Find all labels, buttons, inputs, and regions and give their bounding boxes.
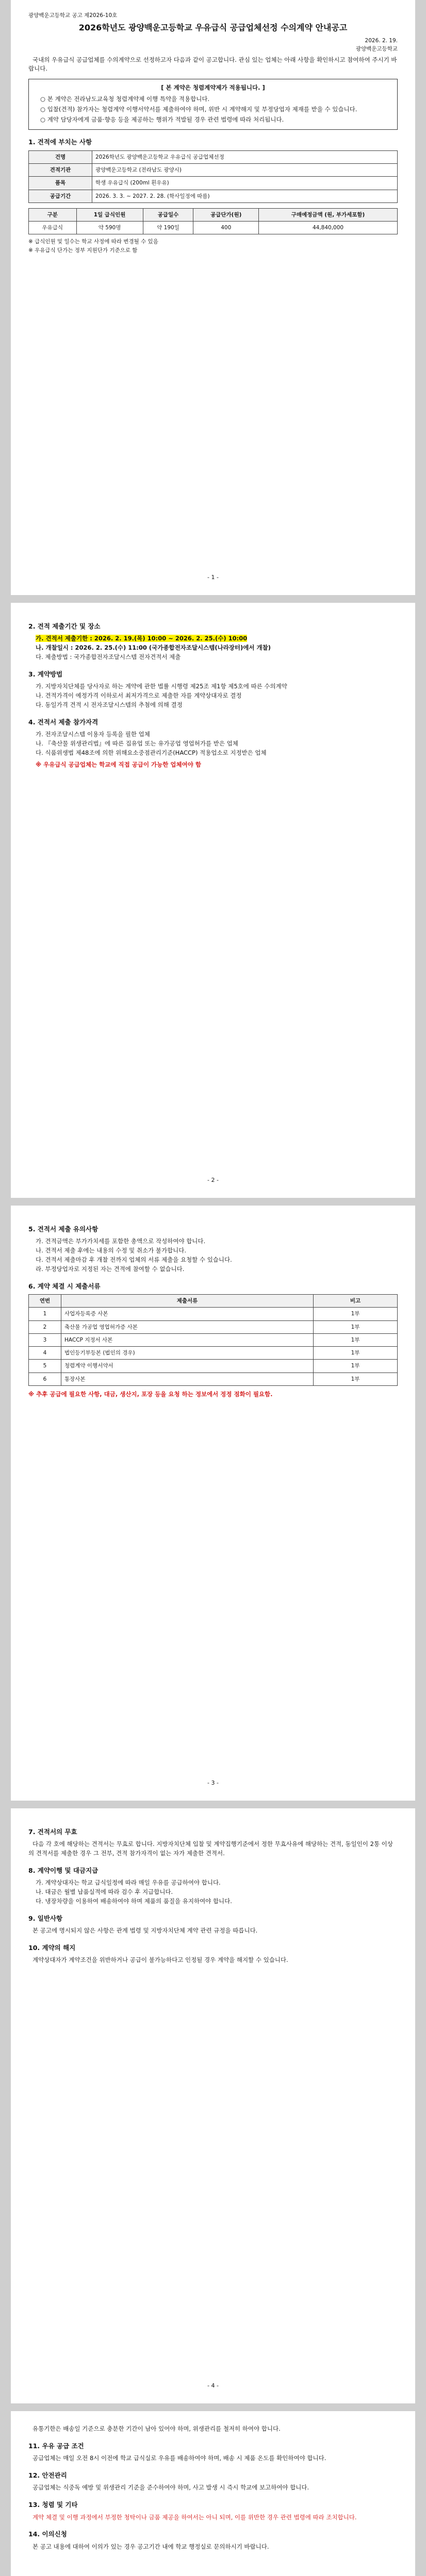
table-cell: 1부 [314, 1372, 398, 1385]
note: ※ 우유급식 단가는 정부 지원단가 기준으로 함 [28, 247, 138, 253]
qualification-item: 가. 전자조달시스템 이용자 등록을 필한 업체 [36, 731, 150, 738]
table-cell: 1부 [314, 1360, 398, 1372]
contract-method-item: 나. 견적가격이 예정가격 이하로서 최저가격으로 제출한 자를 계약상대자로 결정 [36, 692, 242, 699]
table-header: 견적기관 [29, 164, 92, 177]
anti-corruption-item: ○ 입찰(견적) 참가자는 청렴계약 이행서약서를 제출하여야 하며, 위반 시 계약해지 및 부정당업자 제재를 받을 수 있습니다. [40, 105, 357, 113]
table-header: 구매예정금액 (원, 부가세포함) [259, 208, 398, 221]
table-row [29, 1333, 398, 1346]
table-row [29, 1347, 398, 1360]
anti-corruption-item: ○ 계약 담당자에게 금품·향응 등을 제공하는 행위가 적발될 경우 관련 법령에 따라 처리됩니다. [40, 115, 284, 123]
section-14-text: 본 공고 내용에 대하여 이의가 있는 경우 공고기간 내에 학교 행정실로 문의하시기 바랍니다. [32, 2543, 269, 2550]
table-header: 비고 [314, 1295, 398, 1308]
anti-corruption-title: [ 본 계약은 청렴계약제가 적용됩니다. ] [161, 84, 265, 92]
payment-item: 가. 계약상대자는 학교 급식일정에 따라 매일 우유를 공급하여야 합니다. [36, 1879, 221, 1887]
table-cell: 1부 [314, 1320, 398, 1333]
document-page-3 [11, 1206, 415, 1801]
section-7-heading: 7. 견적서의 무효 [28, 1828, 77, 1836]
section-13-text: 계약 체결 및 이행 과정에서 부정한 청탁이나 금품 제공을 하여서는 아니 되며, 이를 위반한 경우 관련 법령에 따라 조치합니다. [32, 2513, 357, 2521]
table-row [29, 150, 398, 163]
table-row [29, 164, 398, 177]
submission-method: 다. 제출방법 : 국가종합전자조달시스템 전자견적서 제출 [36, 653, 181, 660]
notice-date: 2026. 2. 19. [365, 38, 398, 44]
table-header: 제출서류 [61, 1295, 314, 1308]
table-cell: 44,840,000 [259, 222, 398, 234]
section-9-text: 본 공고에 명시되지 않은 사항은 관계 법령 및 지방자치단체 계약 관련 규정을 따릅니다. [32, 1927, 258, 1935]
page-number: - 4 - [207, 2382, 219, 2389]
table-cell: 학생 우유급식 (200ml 흰우유) [92, 177, 398, 190]
table-cell: 축산물 가공업 영업허가증 사본 [61, 1320, 314, 1333]
table-cell: 2026. 3. 3. ~ 2027. 2. 28. (학사일정에 따름) [92, 190, 398, 202]
opening-date: 나. 개찰일시 : 2026. 2. 25.(수) 11:00 (국가종합전자조달시스템(나라장터)에서 개찰) [36, 644, 271, 652]
table-header-row [29, 1295, 398, 1308]
section-3-heading: 3. 계약방법 [28, 670, 63, 678]
qualification-item: 나. 『축산물 위생관리법』에 따른 집유업 또는 유가공업 영업허가를 받은 업체 [36, 739, 238, 747]
issuing-school: 광양백운고등학교 [355, 46, 398, 53]
table-cell: 2 [29, 1320, 61, 1333]
red-note: ※ 추후 공급에 필요한 사항, 대금, 생산지, 포장 등을 요청 하는 정보에서 정정 점화이 필요함. [28, 1390, 273, 1398]
table-header-row [29, 208, 398, 221]
table-header: 구분 [29, 208, 77, 221]
page-number: - 1 - [207, 573, 219, 581]
section-10-text: 계약상대자가 계약조건을 위반하거나 공급이 불가능하다고 인정될 경우 계약을 해지할 수 있습니다. [32, 1956, 288, 1964]
document-page-5 [11, 2411, 415, 2576]
section-7-text: 다음 각 호에 해당하는 견적서는 무효로 합니다. 지방자치단체 입찰 및 계약집행기준에서 정한 무효사유에 해당하는 견적, 동일인이 2통 이상의 견적서를 제출한 경우 그 전부, 견적 참가자격이 없는 자가 제출한 견적서. [28, 1840, 393, 1857]
page-number: - 2 - [207, 1176, 219, 1183]
contract-method-item: 가. 지방자치단체를 당사자로 하는 계약에 관한 법률 시행령 제25조 제1항 제5호에 따른 수의계약 [36, 683, 287, 690]
table-cell: 약 590명 [76, 222, 143, 234]
section-14-heading: 14. 이의신청 [28, 2530, 67, 2538]
table-cell: 1부 [314, 1308, 398, 1320]
payment-item: 다. 냉장차량을 이용하여 배송하여야 하며 제품의 품질을 유지하여야 합니다. [36, 1897, 232, 1905]
table-row [29, 222, 398, 234]
table-header: 공급기간 [29, 190, 92, 202]
caution-item: 가. 견적금액은 부가가치세를 포함한 총액으로 작성하여야 합니다. [36, 1238, 206, 1245]
deadline-text: 가. 견적서 제출기한 : 2026. 2. 19.(목) 10:00 ~ 2026. 2. 25.(수) 10:00 [36, 635, 248, 642]
section-12-text: 공급업체는 식중독 예방 및 위생관리 기준을 준수하여야 하며, 사고 발생 시 즉시 학교에 보고하여야 합니다. [32, 2484, 309, 2492]
table-row [29, 1372, 398, 1385]
section-9-heading: 9. 일반사항 [28, 1914, 63, 1922]
caution-item: 라. 부정당업자로 지정된 자는 견적에 참여할 수 없습니다. [36, 1265, 185, 1273]
continued-text: 유통기한은 배송일 기준으로 충분한 기간이 남아 있어야 하며, 위생관리를 철저히 하여야 합니다. [32, 2425, 281, 2432]
contract-method-item: 다. 동일가격 견적 시 전자조달시스템의 추첨에 의해 결정 [36, 701, 183, 708]
intro-paragraph: 국내의 우유급식 공급업체를 수의계약으로 선정하고자 다음과 같이 공고합니다. 관심 있는 업체는 아래 사항을 확인하시고 참여하여 주시기 바랍니다. [28, 56, 397, 73]
section-5-heading: 5. 견적서 제출 유의사항 [28, 1225, 99, 1233]
table-cell: 2026학년도 광양백운고등학교 우유급식 공급업체선정 [92, 150, 398, 163]
table-header: 공급일수 [143, 208, 193, 221]
table-row [29, 1320, 398, 1333]
table-cell: 6 [29, 1372, 61, 1385]
table-cell: 통장사본 [61, 1372, 314, 1385]
document-page-2 [11, 603, 415, 1198]
section-10-heading: 10. 계약의 해지 [28, 1944, 76, 1952]
table-cell: 광양백운고등학교 (전라남도 광양시) [92, 164, 398, 177]
table-cell: 청렴계약 이행서약서 [61, 1360, 314, 1372]
submission-deadline [28, 634, 398, 643]
table-cell: 5 [29, 1360, 61, 1372]
table-header: 1일 급식인원 [76, 208, 143, 221]
section-11-heading: 11. 우유 공급 조건 [28, 2442, 84, 2450]
table-row [29, 1308, 398, 1320]
table-row [29, 177, 398, 190]
table-cell: 법인등기부등본 (법인의 경우) [61, 1347, 314, 1360]
table-row [29, 1360, 398, 1372]
section-13-heading: 13. 청렴 및 기타 [28, 2501, 78, 2509]
page-number: - 3 - [207, 1779, 219, 1786]
document-page-1 [11, 0, 415, 595]
bid-info-table [28, 150, 398, 203]
caution-item: 나. 견적서 제출 후에는 내용의 수정 및 취소가 불가합니다. [36, 1247, 187, 1255]
section-12-heading: 12. 안전관리 [28, 2471, 67, 2479]
table-cell: 우유급식 [29, 222, 77, 234]
table-cell: 약 190일 [143, 222, 193, 234]
section-4-heading: 4. 견적서 제출 참가자격 [28, 718, 99, 726]
section-11-text: 공급업체는 매일 오전 8시 이전에 학교 급식실로 우유를 배송하여야 하며, 배송 시 제품 온도를 확인하여야 합니다. [32, 2454, 326, 2462]
document-page-4 [11, 1808, 415, 2403]
qualification-item: 다. 식품위생법 제48조에 의한 위해요소중점관리기준(HACCP) 적용업소로 지정받은 업체 [36, 749, 267, 756]
anti-corruption-list [35, 95, 391, 124]
table-cell: 1부 [314, 1333, 398, 1346]
section-8-heading: 8. 계약이행 및 대금지급 [28, 1867, 99, 1874]
notice-number: 광양백운고등학교 공고 제2026-10호 [28, 12, 118, 19]
supply-quantity-table [28, 208, 398, 235]
table-cell: 3 [29, 1333, 61, 1346]
table-header: 건명 [29, 150, 92, 163]
table-cell: 400 [193, 222, 259, 234]
table-cell: 사업자등록증 사본 [61, 1308, 314, 1320]
table-header: 공급단가(원) [193, 208, 259, 221]
payment-item: 나. 대금은 월별 납품실적에 따라 검수 후 지급합니다. [36, 1888, 173, 1896]
section-2-heading: 2. 견적 제출기간 및 장소 [28, 622, 101, 630]
table-cell: HACCP 지정서 사본 [61, 1333, 314, 1346]
table-row [29, 190, 398, 202]
section-1-heading: 1. 견적에 부치는 사항 [28, 138, 92, 146]
note: ※ 급식인원 및 일수는 학교 사정에 따라 변경될 수 있음 [28, 239, 158, 245]
table-cell: 4 [29, 1347, 61, 1360]
document-title: 2026학년도 광양백운고등학교 우유급식 공급업체선정 수의계약 안내공고 [78, 23, 348, 33]
caution-item: 다. 견적서 제출마감 후 개찰 전까지 업체의 서류 제출을 요청할 수 있습니다. [36, 1256, 232, 1263]
section-6-heading: 6. 계약 체결 시 제출서류 [28, 1282, 101, 1290]
anti-corruption-item: ○ 본 계약은 전라남도교육청 청렴계약제 이행 특약을 적용합니다. [40, 95, 210, 103]
table-header: 연번 [29, 1295, 61, 1308]
table-cell: 1 [29, 1308, 61, 1320]
documents-table [28, 1294, 398, 1386]
table-header: 품목 [29, 177, 92, 190]
red-note: ※ 우유급식 공급업체는 학교에 직접 공급이 가능한 업체여야 함 [36, 761, 201, 769]
table-cell: 1부 [314, 1347, 398, 1360]
anti-corruption-box [28, 79, 398, 130]
